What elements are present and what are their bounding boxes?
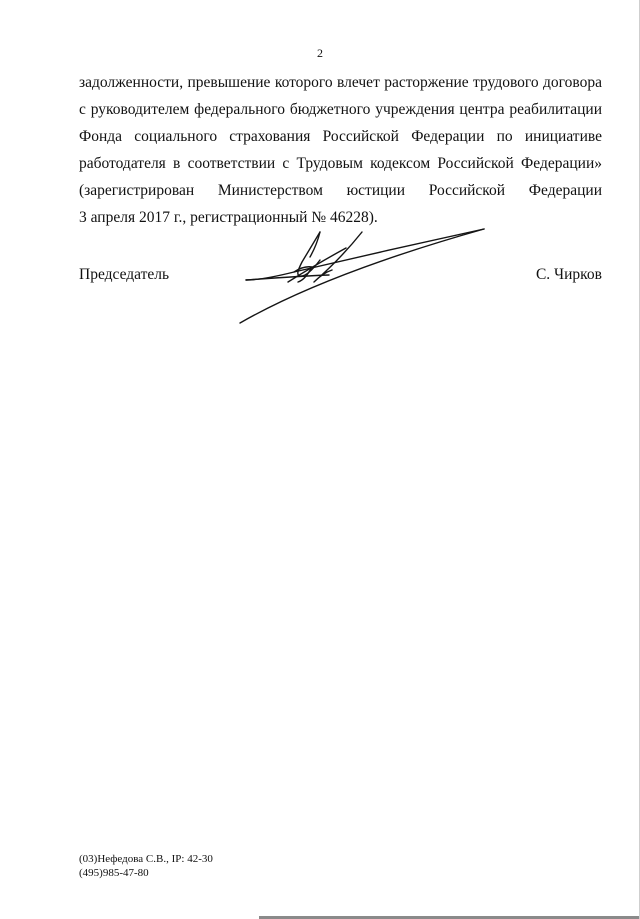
body-line: с руководителем федерального бюджетного учреждения центра реабилитации [79,101,602,118]
page-number: 2 [317,46,323,60]
body-text [79,69,602,231]
body-line: Фонда социального страхования Российской Федерации по инициативе [79,128,602,145]
body-line: работодателя в соответствии с Трудовым кодексом Российской Федерации» [79,155,602,172]
signatory-name: С. Чирков [535,266,602,283]
signatory-title: Председатель [79,266,170,283]
executor-info: (03)Нефедова С.В., IP: 42-30 [79,853,213,865]
executor-phone: (495)985-47-80 [79,867,149,879]
body-line: (зарегистрирован Министерством юстиции Российской Федерации [79,182,602,199]
footer [79,852,213,880]
body-line: 3 апреля 2017 г., регистрационный № 46228). [79,209,378,226]
handwritten-signature [234,222,494,332]
body-line: задолженности, превышение которого влечет расторжение трудового договора [79,74,602,91]
